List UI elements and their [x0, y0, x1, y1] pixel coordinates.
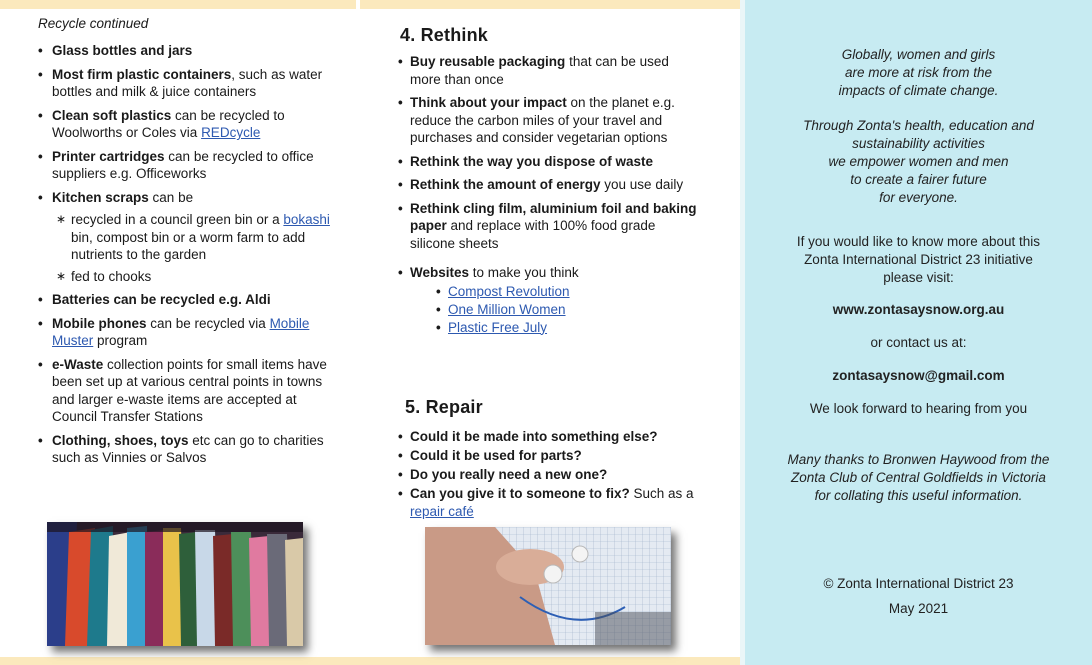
top-band [0, 0, 356, 9]
date: May 2021 [888, 601, 949, 616]
list-item: • Batteries can be recycled e.g. Aldi [38, 291, 343, 309]
bokashi-link[interactable]: bokashi [283, 212, 330, 227]
repair-cafe-link[interactable]: repair café [410, 504, 474, 519]
list-item: ∗ recycled in a council green bin or a bokashi bin, compost bin or a worm farm to add nutrients to the garden [52, 211, 343, 264]
list-item: • Clothing, shoes, toys etc can go to charities such as Vinnies or Salvos [38, 432, 343, 467]
top-band [360, 0, 740, 9]
mobile-muster-link[interactable]: Mobile Muster [52, 315, 310, 348]
list-item: • Could it be made into something else? [398, 428, 698, 446]
zonta-statement: Through Zonta's health, education and sustainability activities we empower women and men to create a fairer future for everyone. [803, 118, 1034, 205]
rethink-heading: 4. Rethink [400, 25, 489, 45]
list-item: • Rethink cling film, aluminium foil and baking paper and replace with 100% food grade silicone sheets [398, 200, 698, 253]
list-item: • Kitchen scraps can be ∗ recycled in a council green bin or a bokashi bin, compost bin or a worm farm to add nutrients to the garden ∗ fed to chooks [38, 189, 343, 286]
list-item: • Can you give it to someone to fix? Such as a repair café [398, 485, 698, 521]
websites-sublist [410, 283, 698, 337]
visit-text: If you would like to know more about this Zonta International District 23 initiative please visit: [796, 234, 1041, 285]
plastic-free-july-link[interactable]: Plastic Free July [448, 319, 548, 335]
recycle-list [38, 42, 343, 473]
list-item: • Buy reusable packaging that can be used more than once [398, 53, 698, 88]
bottom-band [0, 657, 740, 665]
contact-text: or contact us at: [870, 335, 967, 350]
list-item: • Glass bottles and jars [38, 42, 343, 60]
copyright: © Zonta International District 23 [823, 576, 1014, 591]
list-item: • Do you really need a new one? [398, 466, 698, 484]
list-item [436, 319, 698, 337]
list-item: • e-Waste collection points for small items have been set up at various central points in towns and larger e-waste items are accepted at Council Transfer Stations [38, 356, 343, 426]
repair-heading: 5. Repair [405, 397, 483, 417]
list-item: • Clean soft plastics can be recycled to Woolworths or Coles via REDcycle [38, 107, 343, 142]
closing-text: We look forward to hearing from you [809, 401, 1028, 416]
website-link[interactable]: www.zontasaysnow.org.au [832, 302, 1005, 317]
compost-revolution-link[interactable]: Compost Revolution [448, 283, 570, 299]
intro-statement: Globally, women and girls are more at risk from the impacts of climate change. [838, 47, 999, 98]
list-item: • Rethink the way you dispose of waste [398, 153, 698, 171]
repair-list [398, 428, 698, 522]
one-million-women-link[interactable]: One Million Women [448, 301, 566, 317]
redcycle-link[interactable]: REDcycle [201, 125, 261, 140]
list-item [436, 283, 698, 301]
clothing-rack-photo [47, 522, 303, 646]
email-link[interactable]: zontasaysnow@gmail.com [832, 368, 1005, 383]
list-item: • Printer cartridges can be recycled to office suppliers e.g. Officeworks [38, 148, 343, 183]
list-item [436, 301, 698, 319]
sewing-button-photo [425, 527, 671, 645]
list-item: • Could it be used for parts? [398, 447, 698, 465]
list-item: • Think about your impact on the planet e.g. reduce the carbon miles of your travel and purchases and consider vegetarian options [398, 94, 698, 147]
thanks-text: Many thanks to Bronwen Haywood from the Zonta Club of Central Goldfields in Victoria for collating this useful information. [787, 452, 1050, 503]
list-item: • Websites to make you think • Compost Revolution • One Million Women • Plastic Free July [398, 264, 698, 337]
kitchen-scraps-sublist [52, 211, 343, 285]
list-item: ∗ fed to chooks [52, 268, 343, 286]
list-item: • Mobile phones can be recycled via Mobile Muster program [38, 315, 343, 350]
rethink-list [398, 53, 698, 343]
list-item: • Most firm plastic containers, such as water bottles and milk & juice containers [38, 66, 343, 101]
recycle-continued-label: Recycle continued [38, 16, 149, 31]
list-item: • Rethink the amount of energy you use daily [398, 176, 698, 194]
